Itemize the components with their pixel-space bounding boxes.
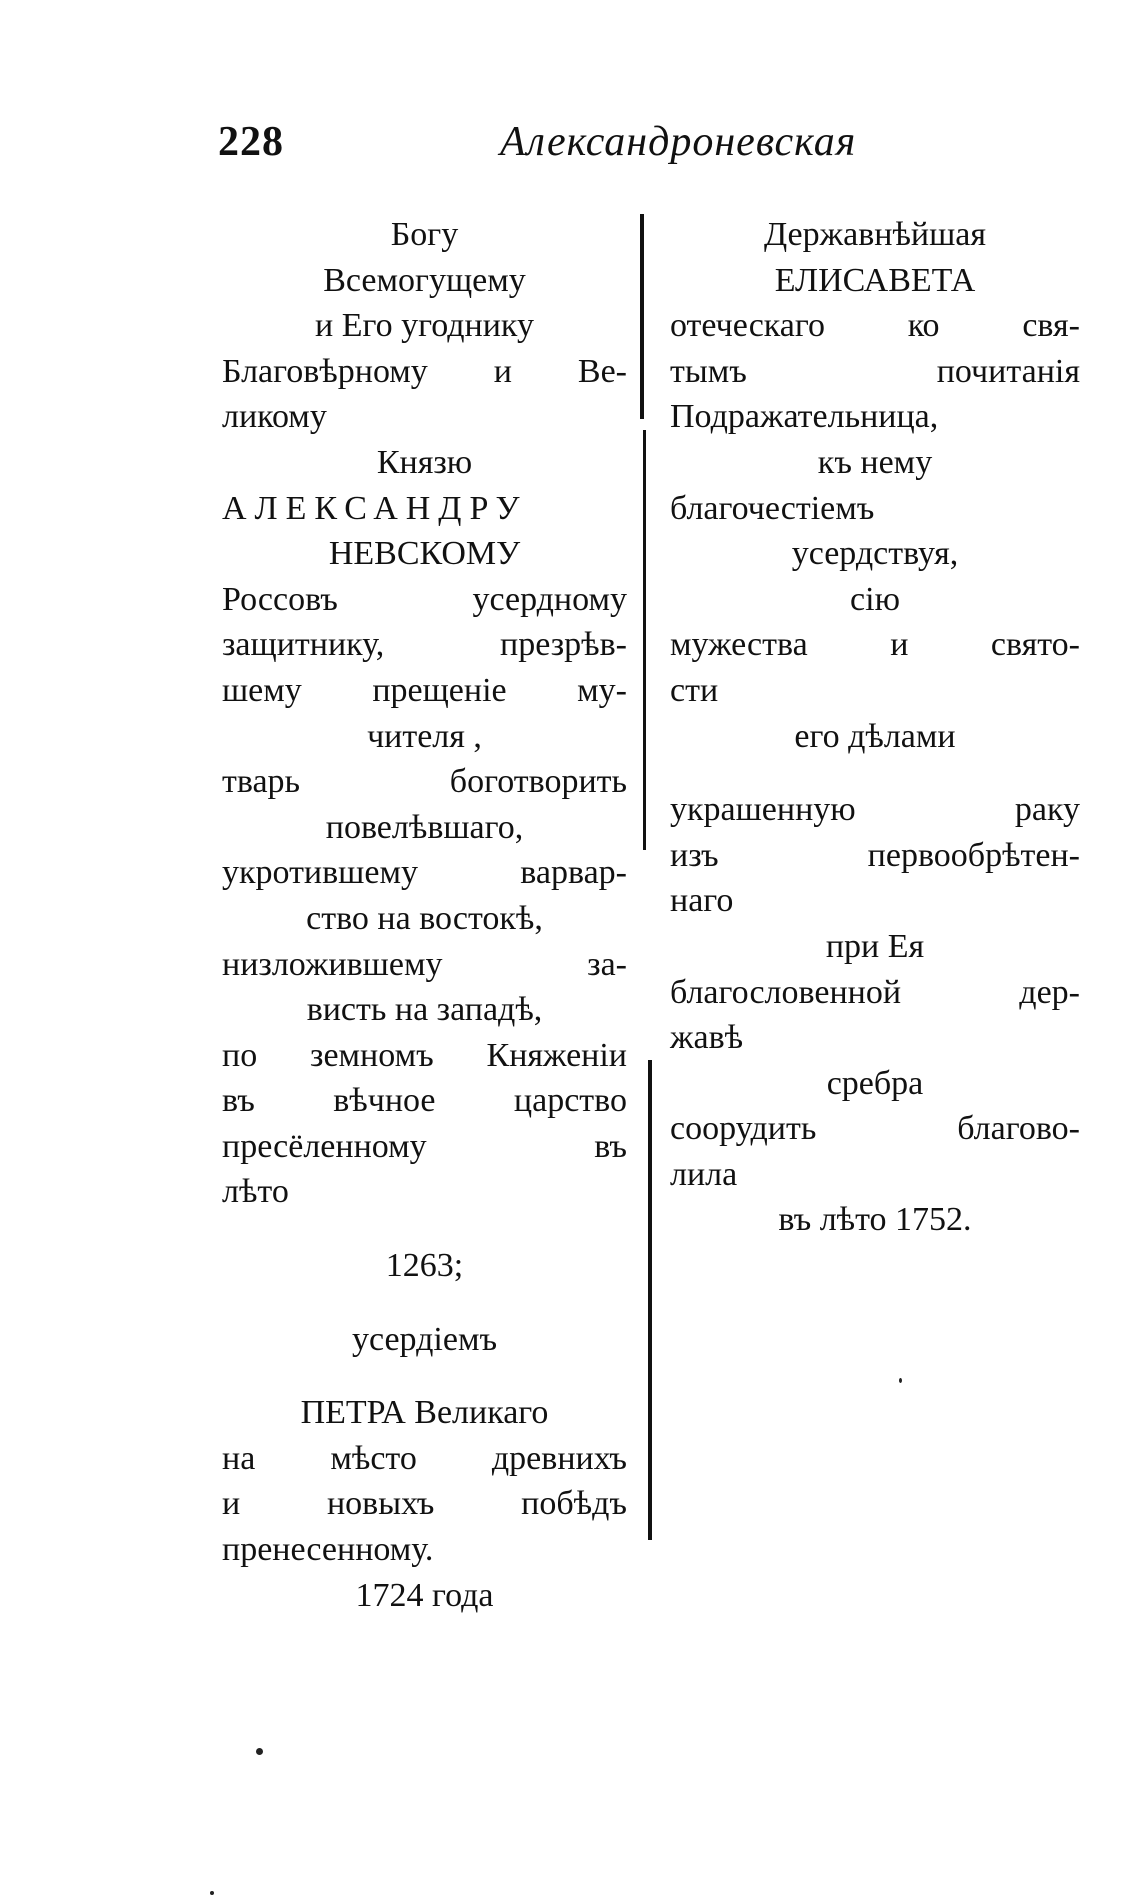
text-line: ство на востокѣ, (306, 899, 543, 937)
line-spacer (670, 759, 1080, 787)
text-line: сію (850, 580, 900, 618)
text-line: благочестіемъ (670, 489, 875, 527)
text-line: лѣто (222, 1173, 289, 1211)
column-divider-lower (648, 1060, 652, 1540)
text-line: Россовъ усердному (222, 580, 627, 618)
text-line: его дѣлами (794, 717, 956, 755)
text-line: укротившему варвар- (222, 854, 627, 892)
text-line: усердствуя, (791, 535, 959, 573)
line-spacer (222, 1362, 627, 1390)
text-line: лила (670, 1155, 738, 1193)
text-line: Благовѣрному и Ве- (222, 352, 627, 390)
text-line: по земномъ Княженіи (222, 1036, 627, 1074)
text-line: висть на западѣ, (306, 991, 543, 1029)
left-column (222, 212, 627, 1618)
text-line: ПЕТРА Великаго (300, 1394, 549, 1432)
ink-speck (210, 1891, 214, 1895)
text-line: 1724 года (355, 1576, 494, 1614)
text-line: ликому (222, 398, 327, 436)
right-column (670, 212, 1080, 1243)
text-line: въ вѣчное царство (222, 1082, 627, 1120)
text-line: 1263; (385, 1247, 464, 1285)
text-line: Князю (376, 443, 473, 481)
text-line: тварь боготворить (222, 763, 627, 801)
text-line: низложившему за- (222, 945, 627, 983)
text-line: тымъ почитанія (670, 352, 1080, 390)
column-divider-upper (640, 214, 644, 419)
text-line: украшенную раку (670, 791, 1080, 829)
text-line: мужества и свято- (670, 626, 1080, 664)
page-number: 228 (218, 119, 284, 165)
text-line: въ лѣто 1752. (778, 1201, 972, 1239)
text-line: чителя , (367, 717, 482, 755)
line-spacer (222, 1289, 627, 1317)
text-line: при Ея (825, 927, 925, 965)
line-spacer (222, 1215, 627, 1243)
text-line: усердіемъ (351, 1320, 498, 1358)
text-line: Богу (390, 216, 459, 253)
text-line: наго (670, 882, 734, 920)
column-divider-middle (643, 430, 646, 850)
text-line: защитнику, презрѣв- (222, 626, 627, 664)
text-line: жавѣ (670, 1019, 744, 1057)
text-line: НЕВСКОМУ (328, 535, 521, 573)
text-line: Державнѣйшая (763, 216, 987, 253)
running-title: Александроневская (500, 119, 857, 165)
text-line: АЛЕКСАНДРУ (222, 489, 528, 527)
text-line: и Его угоднику (315, 307, 534, 345)
text-line: пренесенному. (222, 1531, 434, 1569)
text-line: сти (670, 671, 719, 709)
text-line: пресёленному въ (222, 1127, 627, 1165)
text-line: соорудить благово- (670, 1110, 1080, 1148)
text-line: къ нему (817, 443, 933, 481)
text-line: ЕЛИСАВЕТА (774, 261, 976, 299)
text-line: шему прещеніе му- (222, 671, 627, 709)
ink-speck (899, 1378, 902, 1383)
text-line: сребра (826, 1064, 924, 1102)
ink-speck (256, 1748, 263, 1755)
text-line: и новыхъ побѣдъ (222, 1485, 627, 1523)
text-line: Подражательница, (670, 398, 939, 436)
text-line: изъ первообрѣтен- (670, 836, 1080, 874)
text-line: отеческаго ко свя- (670, 307, 1080, 345)
text-line: на мѣсто древнихъ (222, 1439, 627, 1477)
text-line: повелѣвшаго, (325, 808, 524, 846)
text-line: благословенной дер- (670, 973, 1080, 1011)
text-line: Всемогущему (323, 261, 526, 299)
